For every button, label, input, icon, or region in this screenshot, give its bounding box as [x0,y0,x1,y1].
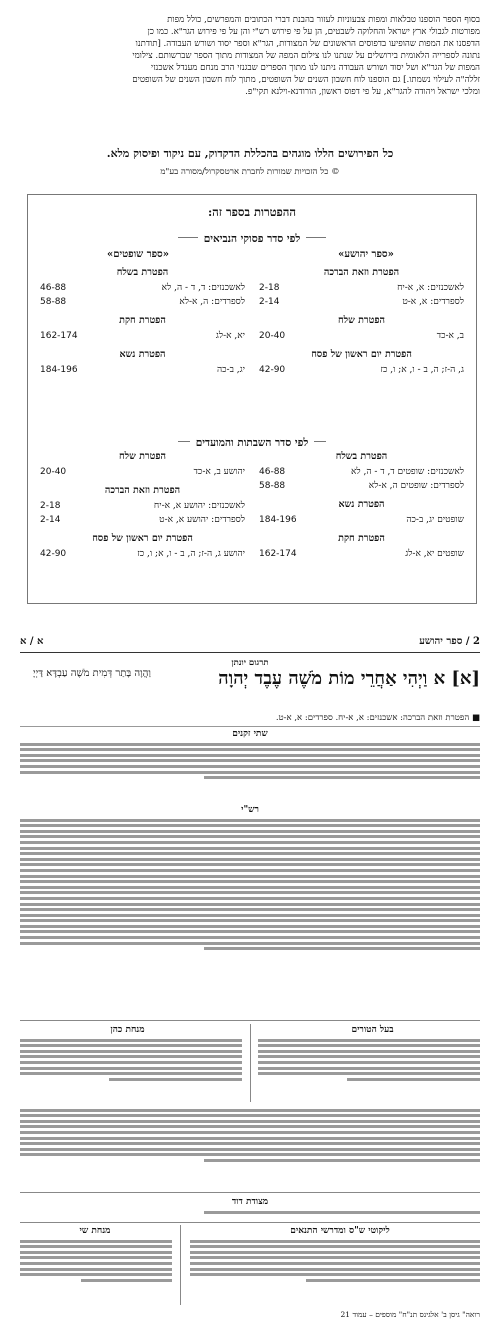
commentary-minchat-kohen [20,1036,242,1102]
haftarah-row [40,295,245,309]
haftarah-name: הפטרת שלח [338,315,385,326]
text-line [204,1211,480,1214]
text-line [20,1268,172,1271]
haftarah-row [259,547,464,561]
text-line [204,947,480,950]
haftarot-title: ההפטרות בספר זה: [207,205,297,219]
section-heading-likutei: ליקוטי ש"ס ומדרשי התנאים [290,1226,390,1236]
haftarah-row [40,329,245,343]
haftarah-pages: 42-90 [259,365,286,375]
haftarah-pages: 58-88 [40,297,67,307]
text-line [20,835,480,838]
text-line [20,743,480,746]
haftarah-ref: ב, א-כד [436,331,464,341]
text-line [20,748,480,751]
divider [20,1222,480,1223]
text-line [20,1137,480,1140]
haftarah-row [259,479,464,493]
section-heading-minchat-kohen: מנחת כהן [110,1025,145,1035]
haftarah-row [40,281,245,295]
text-line [190,1273,480,1276]
haftarah-pages: 162-174 [259,549,297,559]
text-line [20,754,480,757]
haftarah-name: הפטרת שלח [119,451,166,462]
haftarah-pages: 184-196 [259,515,297,525]
haftarah-name: הפטרת וזאת הברכה [104,485,181,496]
haftarah-ref: ג, ה-ז; ה, ב - ו, א; ו, כז [380,365,464,375]
haftarah-name: הפטרת חקת [119,315,166,326]
haftarah-ref: לאשכנזים: ד, ד - ה, לא [161,283,245,293]
text-line [258,1072,480,1075]
haftarah-note: ■ הפטרת וזאת הברכה: אשכנזים: א, א-יח. ספרדים: א, א-ט. [20,712,480,727]
commentary-baal-haturim [258,1036,480,1102]
haftarah-pages: 2-14 [40,515,61,525]
text-line [20,891,480,894]
commentary-middle [20,1106,480,1190]
text-line [20,1109,480,1112]
column-divider [180,1225,181,1305]
column-divider [250,1024,251,1102]
book-heading-shoftim: «ספר שופטים» [106,249,169,260]
text-line [20,942,480,945]
haftarah-row [259,329,464,343]
haftarah-ref: לספרדים: ה, א-לא [179,297,245,307]
haftarah-row [40,547,245,561]
haftarah-name: הפטרת יום ראשון של פסח [311,349,412,360]
running-head [20,636,480,653]
intro-line: נתונה לספרייה הלאומית בירושלים על שנתנו לנו צילום המפה של המצודות מתוך הספר שברשותם. צילומי [132,51,480,61]
text-line [20,824,480,827]
text-line [204,1159,480,1162]
haftarah-pages: 2-18 [40,501,61,511]
haftarah-name: הפטרת נשא [119,349,166,360]
haftarah-row [40,363,245,377]
text-line [20,1240,172,1243]
section-band-label: לפי סדר פסוקי הנביאים [198,233,307,245]
text-line [190,1245,480,1248]
commentary-shtei-zekenim [20,740,480,800]
text-line [190,1268,480,1271]
section-heading-shtei-zekenim: שתי זקנים [232,729,268,739]
haftarah-ref: יהושע ג, ה-ז; ה, ב - ו, א; ו, כז [137,549,245,559]
section-heading-baal-haturim: בעל הטורים [351,1025,394,1035]
text-line [20,852,480,855]
text-line [20,886,480,889]
haftarah-pages: 184-196 [40,365,78,375]
intro-line: זללה"ה לעילוי נשמתו.] גם הוספנו לוח חשבון השנים של השופטים, מתוך לוח חשבון השנים של השופטים [132,75,480,85]
verse-text: [א] א וַיְהִי אַחֲרֵי מוֹת מֹשֶׁה עֶבֶד יְהוָה [218,668,480,689]
haftarah-ref: יא, א-לג [215,331,245,341]
haftarah-ref: לאשכנזים: שופטים ד, ד - ה, לא [350,467,464,477]
text-line [20,771,480,774]
commentary-likutei [190,1237,480,1305]
haftarah-name: הפטרת נשא [338,499,385,510]
text-line [258,1039,480,1042]
text-line [20,1072,242,1075]
haftarah-ref: שופטים יא, א-לג [405,549,464,559]
haftarah-ref: יג, ב-כה [216,365,245,375]
haftarot-col-left [40,261,245,377]
haftarah-row [259,465,464,479]
footer-credit: רואה" גיסן ב' אלגינס תנ"ח" מוספים – עמוד 21 [340,1310,480,1319]
section-heading-metzudat-david: מצודת דוד [231,1197,269,1207]
section-heading-minchat-shai: מנחת שי [79,1226,111,1236]
text-line [20,1153,480,1156]
chapter-verse-marker: א / א [20,636,44,647]
text-line [258,1061,480,1064]
haftarah-pages: 46-88 [40,283,67,293]
commentary-metzudat-david [20,1208,480,1220]
text-line [20,863,480,866]
intro-line: בסוף הספר הוספנו טבלאות ומפות צבעוניות לעזור בהבנת דברי הכתובים והמפרשים, כולל מפות [167,15,480,25]
text-line [20,1251,172,1254]
targum-text: וַהֲוָה בָּתַר דְּמִית מֹשֶׁה עַבְדָּא דַּיְיָ [33,668,151,679]
book-label: ספר יהושע [344,249,388,260]
haftarah-row [40,465,245,479]
haftarah-name: הפטרת וזאת הברכה [323,267,400,278]
haftarah-pages: 2-18 [259,283,280,293]
intro-line: המפות של הגר"א ושל יסוד ושורש העבודה ניתנו לנו מתוך הספרים שבגנזי הרב מנחם מענדל אשכנזי [150,63,480,73]
commentary-minchat-shai [20,1237,172,1305]
text-line [20,830,480,833]
text-line [20,897,480,900]
text-line [20,936,480,939]
haftarah-row [40,499,245,513]
haftarah-row [40,513,245,527]
section-band-label: לפי סדר השבתות והמועדים [190,437,315,449]
text-line [20,1055,242,1058]
page-footer [20,1310,480,1319]
text-line [20,841,480,844]
text-line [20,908,480,911]
haftarah-row [259,363,464,377]
haftarah-pages: 58-88 [259,481,286,491]
haftarah-ref: לספרדים: א, א-ט [402,297,464,307]
copyright-notice: © כל הזכויות שמורות לחברת ארטסקרול/מסורה בע"מ [160,167,340,177]
haftarah-row [259,295,464,309]
text-line [20,1061,242,1064]
text-line [20,1262,172,1265]
divider [20,1020,480,1021]
text-line [258,1044,480,1047]
text-line [20,875,480,878]
haftarah-row [259,281,464,295]
section-band-prophets [28,227,476,247]
haftarah-ref: יהושע ב, א-כד [193,467,245,477]
text-line [20,880,480,883]
divider [20,1192,480,1193]
intro-line: הדפסנו את המפות שהופיעו בדפוסים הראשונים של המצודות, הגר"א וספר יסוד ושורש העבודה. [תודתנו [135,39,480,49]
haftarah-name: הפטרת חקת [338,533,385,544]
haftarot-col-right-2 [259,445,464,561]
section-heading-rashi: רש"י [241,805,259,815]
text-line [20,919,480,922]
text-line [190,1240,480,1243]
text-line [190,1262,480,1265]
haftarah-name: הפטרת בשלח [335,451,388,462]
intro-line: מפורטות לגבולי ארץ ישראל והחלוקה לשבטים, הן על פי פירוש רש"י והן על פי פירוש הגר"א. כמו כן [147,27,480,37]
text-line [20,819,480,822]
haftarah-row [259,513,464,527]
intro-line: ומלכי ישראל ויהודה להגר"א, על פי דפוס ראשון, הורודנא-וילנא תקי"פ. [245,87,480,97]
text-line [20,759,480,762]
haftarah-ref: לספרדים: שופטים ה, א-לא [368,481,464,491]
text-line [258,1050,480,1053]
text-line [20,858,480,861]
notice-bold: כל הפירושים הללו מוגהים בהכללת הדקדוק, עם ניקוד ופיסוק מלא. [106,147,394,160]
text-line [20,1273,172,1276]
haftarah-name: הפטרת יום ראשון של פסח [92,533,193,544]
text-line [20,914,480,917]
haftarah-ref: לאשכנזים: יהושע א, א-יח [153,501,245,511]
intro-paragraph [20,14,480,98]
text-line [109,1078,242,1081]
text-line [306,1279,480,1282]
text-line [20,1148,480,1151]
book-label: ספר שופטים [113,249,163,260]
text-line [20,869,480,872]
text-line [20,1245,172,1248]
haftarah-ref: שופטים יג, ב-כה [406,515,464,525]
haftarah-pages: 162-174 [40,331,78,341]
haftarah-pages: 42-90 [40,549,67,559]
text-line [20,903,480,906]
text-line [20,1125,480,1128]
text-line [20,1256,172,1259]
commentary-rashi [20,816,480,1016]
text-line [20,925,480,928]
haftarah-name: הפטרת בשלח [116,267,169,278]
text-line [20,930,480,933]
haftarot-box [27,194,477,604]
haftarah-pages: 20-40 [40,467,67,477]
text-line [258,1067,480,1070]
haftarah-ref: לאשכנזים: א, א-יח [397,283,464,293]
text-line [20,1142,480,1145]
text-line [190,1251,480,1254]
text-line [204,776,480,779]
haftarah-pages: 2-14 [259,297,280,307]
book-heading-yehoshua: «ספר יהושע» [338,249,394,260]
haftarah-pages: 20-40 [259,331,286,341]
text-line [20,1120,480,1123]
text-line [81,1279,172,1282]
text-line [347,1078,480,1081]
text-line [20,1067,242,1070]
text-line [20,765,480,768]
haftarah-pages: 46-88 [259,467,286,477]
text-line [20,1050,242,1053]
text-line [20,1039,242,1042]
book-page-marker: 2 / ספר יהושע [419,636,480,647]
text-line [20,1114,480,1117]
text-line [258,1055,480,1058]
haftarot-col-right [259,261,464,377]
text-line [20,1131,480,1134]
text-line [20,847,480,850]
targum-heading: תרגום יונתן [231,658,269,668]
haftarah-ref: לספרדים: יהושע א, א-ט [159,515,245,525]
text-line [20,1044,242,1047]
haftarot-col-left-2 [40,445,245,561]
text-line [190,1256,480,1259]
